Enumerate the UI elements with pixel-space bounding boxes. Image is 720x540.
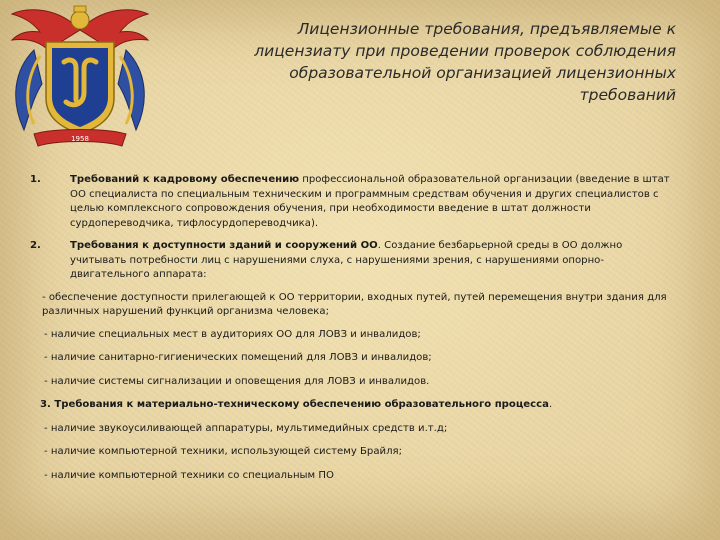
list-item: - наличие санитарно-гигиенических помещений для ЛОВЗ и инвалидов; <box>44 352 432 363</box>
requirement-item-2 <box>30 239 680 283</box>
list-item: - наличие звукоусиливающей аппаратуры, мультимедийных средств и.т.д; <box>44 422 448 434</box>
item-number: 2. <box>30 240 41 251</box>
item-text <box>70 173 680 231</box>
emblem-year: 1958 <box>71 135 89 143</box>
list-item: - наличие специальных мест в аудиториях ОО для ЛОВЗ и инвалидов; <box>44 328 421 340</box>
section-3-heading <box>40 398 680 413</box>
item-heading: Требования к доступности зданий и сооружений ОО <box>70 240 378 251</box>
requirement-item-1 <box>30 173 680 231</box>
list-item: - наличие компьютерной техники, использующей систему Брайля; <box>44 446 403 457</box>
item-heading: Требований к кадровому обеспечению <box>70 174 300 185</box>
list-item: - наличие компьютерной техники со специальным ПО <box>44 469 334 481</box>
list-item: - наличие системы сигнализации и оповещения для ЛОВЗ и инвалидов. <box>44 375 430 387</box>
item-number: 1. <box>30 174 41 185</box>
item-description: профессиональной образовательной организации (введение в штат ОО специалиста по специальным техническим и программным средствам обучения и других специалистов с целью комплексного сопровождения обучения, при необходимости введение в штат должности сурдопереводчика, тифлосурдопереводчика). <box>70 174 670 229</box>
section-3-title: 3. Требования к материально-техническому обеспечению образовательного процесса <box>40 399 549 410</box>
page-title: Лицензионные требования, предъявляемые к лицензиату при проведении проверок соблюдения образовательной организацией лицензионных требований <box>254 20 676 104</box>
requirements-content <box>30 173 680 492</box>
university-coat-of-arms-icon <box>4 0 156 152</box>
section-3-end: . <box>548 399 553 410</box>
item-text <box>70 239 680 283</box>
accessibility-paragraph: - обеспечение доступности прилегающей к ОО территории, входных путей, путей перемещения внутри здания для различных нарушений функций организма человека; <box>42 291 667 317</box>
item-description: . Создание безбарьерной среды в ОО должно учитывать потребности лиц с нарушениями слуха, с нарушениями зрения, с нарушениями опорно-двигательного аппарата: <box>70 240 623 280</box>
